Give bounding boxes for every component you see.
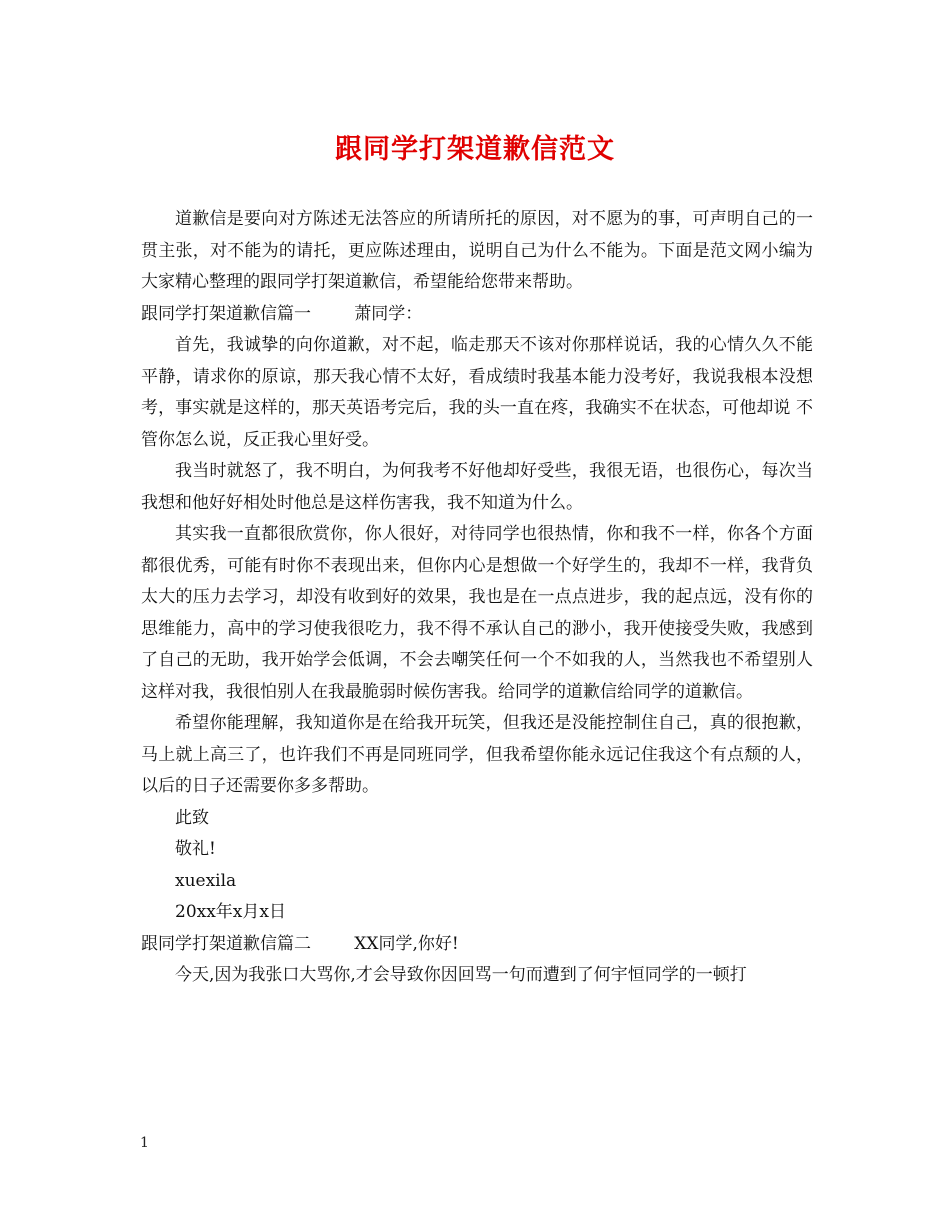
section-heading-line bbox=[141, 929, 813, 961]
letter-paragraph: 今天,因为我张口大骂你,才会导致你因回骂一句而遭到了何宇恒同学的一顿打 bbox=[175, 965, 747, 985]
section-heading: 跟同学打架道歉信篇一 bbox=[141, 303, 311, 324]
salutation: XX同学,你好! bbox=[354, 933, 459, 954]
letter-paragraph: 首先，我诚挚的向你道歉，对不起，临走那天不该对你那样说话，我的心情久久不能平静，请求你的原谅，那天我心情不太好，看成绩时我基本能力没考好，我说我根本没想考，事实就是这样的，那天英语考完后，我的头一直在疼，我确实不在状态，可他却说 不管你怎么说，反正我心里好受。 bbox=[141, 335, 813, 450]
document-title: 跟同学打架道歉信范文 bbox=[335, 134, 615, 165]
page-number: 1 bbox=[140, 1135, 149, 1151]
closing-line: 敬礼! bbox=[175, 839, 216, 859]
document-body bbox=[141, 204, 813, 992]
letter-paragraph: 其实我一直都很欣赏你，你人很好，对待同学也很热情，你和我不一样，你各个方面都很优秀，可能有时你不表现出来，但你内心是想做一个好学生的，我却不一样，我背负太大的压力去学习，却没有收到好的效果，我也是在一点点进步，我的起点远，没有你的思维能力，高中的学习使我很吃力，我不得不承认自己的渺小，我开使接受失败，我感到了自己的无助，我开始学会低调，不会去嘲笑任何一个不如我的人，当然我也不希望别人这样对我，我很怕别人在我最脆弱时候伤害我。给同学的道歉信给同学的道歉信。 bbox=[141, 524, 813, 702]
date-line: 20xx年x月x日 bbox=[175, 902, 286, 922]
section-heading-line bbox=[141, 299, 813, 331]
letter-paragraph: 我当时就怒了，我不明白，为何我考不好他却好受些，我很无语，也很伤心，每次当我想和他好好相处时他总是这样伤害我，我不知道为什么。 bbox=[141, 461, 813, 513]
closing-line: 此致 bbox=[175, 807, 209, 828]
intro-paragraph: 道歉信是要向对方陈述无法答应的所请所托的原因，对不愿为的事，可声明自己的一贯主张，对不能为的请托，更应陈述理由，说明自己为什么不能为。下面是范文网小编为大家精心整理的跟同学打架道歉信，希望能给您带来帮助。 bbox=[141, 209, 813, 292]
section-heading: 跟同学打架道歉信篇二 bbox=[141, 933, 311, 954]
signature: xuexila bbox=[175, 870, 237, 891]
letter-paragraph: 希望你能理解，我知道你是在给我开玩笑，但我还是没能控制住自己，真的很抱歉，马上就上高三了，也许我们不再是同班同学，但我希望你能永远记住我这个有点颓的人，以后的日子还需要你多多帮助。 bbox=[141, 713, 813, 796]
salutation: 萧同学： bbox=[354, 303, 423, 324]
